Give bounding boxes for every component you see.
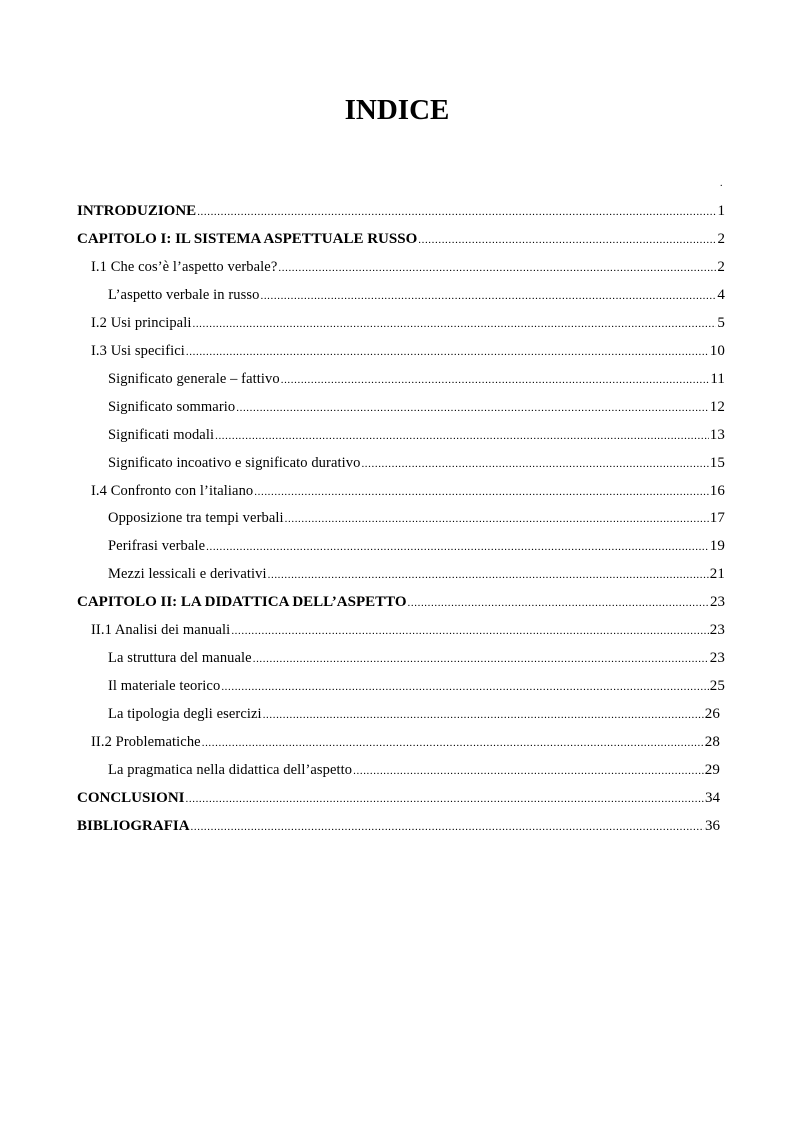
toc-dot-leader bbox=[253, 649, 709, 669]
toc-entry[interactable] bbox=[91, 481, 725, 501]
toc-dot-leader bbox=[281, 370, 710, 390]
toc-entry[interactable] bbox=[108, 508, 725, 528]
toc-entry-label: INTRODUZIONE bbox=[77, 203, 197, 219]
toc-entry-label: Il materiale teorico bbox=[108, 678, 221, 695]
toc-entry-page-number: 10 bbox=[709, 342, 725, 359]
toc-entry-page-number: 17 bbox=[709, 510, 725, 527]
toc-entry[interactable] bbox=[77, 788, 720, 808]
toc-dot-leader bbox=[260, 286, 716, 306]
toc-dot-leader bbox=[254, 482, 709, 502]
toc-entry-label: CAPITOLO I: IL SISTEMA ASPETTUALE RUSSO bbox=[77, 230, 418, 247]
toc-entry[interactable] bbox=[108, 397, 725, 417]
toc-entry[interactable] bbox=[77, 592, 725, 612]
toc-dot-leader bbox=[191, 817, 704, 837]
toc-entry[interactable] bbox=[91, 732, 720, 752]
toc-dot-leader bbox=[221, 677, 708, 697]
toc-entry-page-number: 23 bbox=[709, 650, 725, 667]
toc-dot-leader bbox=[197, 202, 716, 222]
toc-entry-label: La pragmatica nella didattica dell’aspetto bbox=[108, 762, 353, 778]
toc-dot-leader bbox=[236, 398, 709, 418]
stray-mark: . bbox=[720, 178, 723, 189]
toc-entry-label: Mezzi lessicali e derivativi bbox=[108, 566, 267, 583]
toc-entry-label: I.4 Confronto con l’italiano bbox=[91, 482, 254, 499]
toc-entry-page-number: 36 bbox=[705, 817, 720, 834]
toc-entry[interactable] bbox=[91, 620, 725, 640]
toc-dot-leader bbox=[215, 426, 709, 446]
toc-entry[interactable] bbox=[77, 201, 725, 221]
toc-entry[interactable] bbox=[108, 564, 725, 584]
toc-entry[interactable] bbox=[108, 704, 720, 724]
toc-entry-page-number: 5 bbox=[717, 314, 725, 331]
toc-entry[interactable] bbox=[108, 536, 725, 556]
toc-entry-label: Perifrasi verbale bbox=[108, 538, 206, 555]
toc-entry-label: Significati modali bbox=[108, 426, 215, 443]
toc-entry-page-number: 2 bbox=[717, 230, 725, 247]
toc-entry[interactable] bbox=[108, 760, 720, 780]
toc-entry[interactable] bbox=[91, 313, 725, 333]
toc-entry-page-number: 15 bbox=[709, 454, 725, 471]
toc-entry-page-number: 1 bbox=[717, 203, 725, 219]
toc-entry-label: Significato incoativo e significato durativo bbox=[108, 454, 361, 471]
toc-entry-page-number: 23 bbox=[710, 594, 725, 611]
toc-dot-leader bbox=[206, 537, 709, 557]
toc-entry[interactable] bbox=[91, 257, 725, 277]
toc-entry-label: Significato generale – fattivo bbox=[108, 370, 280, 387]
toc-entry[interactable] bbox=[108, 425, 725, 445]
toc-entry-page-number: 2 bbox=[717, 258, 725, 275]
toc-entry-label: La tipologia degli esercizi bbox=[108, 706, 262, 723]
toc-dot-leader bbox=[263, 705, 704, 725]
toc-entry-label: L’aspetto verbale in russo bbox=[108, 286, 260, 303]
page-title: INDICE bbox=[344, 94, 450, 126]
toc-dot-leader bbox=[186, 789, 704, 809]
toc-entry-label: I.3 Usi specifici bbox=[91, 342, 185, 359]
toc-entry-label: La struttura del manuale bbox=[108, 650, 252, 667]
toc-entry-page-number: 19 bbox=[709, 538, 725, 555]
toc-entry-page-number: 13 bbox=[709, 426, 725, 443]
toc-dot-leader bbox=[231, 621, 708, 641]
toc-entry[interactable] bbox=[108, 369, 725, 389]
toc-entry-page-number: 26 bbox=[704, 706, 720, 723]
toc-entry-page-number: 34 bbox=[705, 789, 720, 806]
toc-entry-page-number: 11 bbox=[710, 370, 725, 387]
toc-dot-leader bbox=[186, 342, 709, 362]
toc-entry-label: CONCLUSIONI bbox=[77, 789, 185, 806]
toc-entry-page-number: 23 bbox=[709, 622, 725, 639]
toc-entry-page-number: 12 bbox=[709, 398, 725, 415]
toc-entry-page-number: 28 bbox=[704, 734, 720, 751]
toc-dot-leader bbox=[268, 565, 709, 585]
toc-dot-leader bbox=[278, 258, 716, 278]
toc-entry[interactable] bbox=[77, 816, 720, 836]
toc-entry-label: I.2 Usi principali bbox=[91, 314, 192, 331]
toc-entry-label: II.2 Problematiche bbox=[91, 734, 201, 751]
toc-entry-page-number: 29 bbox=[704, 762, 720, 778]
toc-dot-leader bbox=[418, 230, 716, 250]
toc-dot-leader bbox=[408, 593, 709, 613]
toc-entry[interactable] bbox=[108, 285, 725, 305]
toc-entry-page-number: 21 bbox=[709, 566, 725, 583]
toc-dot-leader bbox=[202, 733, 704, 753]
toc-entry-label: CAPITOLO II: LA DIDATTICA DELL’ASPETTO bbox=[77, 594, 407, 611]
toc-dot-leader bbox=[285, 509, 709, 529]
toc-dot-leader bbox=[192, 314, 716, 334]
toc-dot-leader bbox=[353, 761, 704, 781]
toc-entry-label: BIBLIOGRAFIA bbox=[77, 817, 190, 834]
toc-entry-page-number: 16 bbox=[709, 482, 725, 499]
toc-entry-label: I.1 Che cos’è l’aspetto verbale? bbox=[91, 258, 278, 275]
toc-entry[interactable] bbox=[77, 229, 725, 249]
toc-entry-label: Opposizione tra tempi verbali bbox=[108, 510, 284, 527]
toc-entry-page-number: 25 bbox=[709, 678, 725, 695]
toc-entry-label: II.1 Analisi dei manuali bbox=[91, 622, 231, 639]
toc-entry-page-number: 4 bbox=[717, 286, 725, 303]
toc-entry[interactable] bbox=[108, 453, 725, 473]
toc-entry[interactable] bbox=[108, 648, 725, 668]
toc-dot-leader bbox=[361, 454, 708, 474]
toc-entry-label: Significato sommario bbox=[108, 398, 236, 415]
toc-entry[interactable] bbox=[108, 676, 725, 696]
toc-entry[interactable] bbox=[91, 341, 725, 361]
